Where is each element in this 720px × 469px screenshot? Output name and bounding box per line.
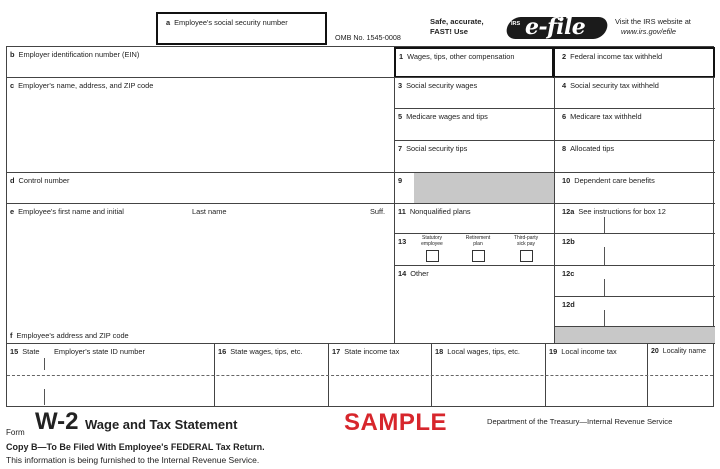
box-2-fed-tax[interactable] [553,47,715,78]
box-20-label: Locality name [662,348,706,355]
retirement-plan-checkbox[interactable] [472,250,485,262]
box-3-label: Social security wages [406,81,478,90]
box-11-label: Nonqualified plans [409,207,471,216]
box-18-label: Local wages, tips, etc. [447,347,520,356]
box-17-label: State income tax [344,347,400,356]
efile-logo-text: e-file [525,14,586,40]
department-line: Department of the Treasury—Internal Revenue Service [487,417,673,426]
box-5-label: Medicare wages and tips [406,112,488,121]
sample-watermark: SAMPLE [344,409,448,436]
box-17-num: 17 [332,347,341,356]
box-e-letter: e [10,207,15,216]
box-12d-num: 12d [562,300,575,309]
box-20-num: 20 [651,348,659,355]
visit-line-2: www.irs.gov/efile [621,27,677,36]
box-c-label: Employer's name, address, and ZIP code [18,81,154,90]
box-9-shaded [414,173,554,203]
box-19-num: 19 [549,347,558,356]
box-13-thirdparty-label: Third-party sick pay [513,235,539,247]
box-16-num: 16 [218,347,227,356]
box-7-num: 7 [398,144,403,153]
info-line: This information is being furnished to the Internal Revenue Service. [6,455,260,465]
box-12a-code-divider [604,217,605,233]
box-e-label: Employee's first name and initial [18,207,124,216]
box-9-num: 9 [398,176,403,185]
box-7-ss-tips[interactable] [394,140,554,172]
box-12d-code-divider [604,310,605,326]
ssn-box[interactable] [156,12,327,45]
box-15-divider-2 [44,389,45,405]
box-c-letter: c [10,81,15,90]
box-15-label: State [22,347,40,356]
box-9[interactable] [394,172,554,203]
box-3-num: 3 [398,81,403,90]
box-12b-num: 12b [562,237,575,246]
box-d-label: Control number [18,176,70,185]
box-13-statutory-label: Statutory employee [421,235,443,247]
box-11-nonqualified[interactable] [394,203,554,233]
form-code: W-2 [35,408,79,435]
box-12c-num: 12c [562,269,575,278]
box-2-num: 2 [562,52,567,61]
state-row-dashed-separator [7,375,713,376]
box-c-employer-address[interactable] [7,77,394,172]
ssn-label: Employee's social security number [174,18,288,27]
box-b-letter: b [10,50,15,59]
box-12d[interactable] [554,296,715,326]
box-f-label: Employee's address and ZIP code [16,331,129,340]
box-6-medicare-tax[interactable] [554,108,715,140]
box-13-retirement-label: Retirement plan [465,235,491,247]
box-3-ss-wages[interactable] [394,77,554,108]
box-14-other[interactable] [394,265,554,343]
form-title: Wage and Tax Statement [85,417,238,432]
box-11-num: 11 [398,207,406,216]
box-19-label: Local income tax [561,347,617,356]
box-2-label: Federal income tax withheld [570,52,663,61]
visit-line-1: Visit the IRS website at [615,17,691,26]
box-10-num: 10 [562,176,571,185]
box-8-label: Allocated tips [570,144,615,153]
box-1-label: Wages, tips, other compensation [407,52,515,61]
box-7-label: Social security tips [406,144,468,153]
box-14-label: Other [410,269,429,278]
box-5-medicare-wages[interactable] [394,108,554,140]
box-4-num: 4 [562,81,567,90]
box-10-dependent-care[interactable] [554,172,715,203]
box-e-employee-name[interactable] [7,203,394,343]
box-13-num: 13 [398,237,407,246]
box-6-num: 6 [562,112,567,121]
third-party-sick-pay-checkbox[interactable] [520,250,533,262]
box-1-num: 1 [399,52,404,61]
safe-line-2: FAST! Use [430,27,468,36]
w2-form-grid [6,46,714,407]
box-e-last-name: Last name [192,207,227,216]
box-12a[interactable] [554,203,715,233]
box-5-num: 5 [398,112,403,121]
box-12b[interactable] [554,233,715,265]
box-12a-num: 12a [562,207,575,216]
box-12a-label: See instructions for box 12 [578,207,666,216]
box-15-divider-1 [44,358,45,370]
efile-irs-mark: IRS [511,21,521,27]
box-d-control-number[interactable] [7,172,394,203]
box-15-label-2: Employer's state ID number [54,347,145,356]
box-4-label: Social security tax withheld [570,81,659,90]
statutory-employee-checkbox[interactable] [426,250,439,262]
box-10-label: Dependent care benefits [574,176,655,185]
safe-line-1: Safe, accurate, [430,17,484,26]
box-18-num: 18 [435,347,444,356]
box-8-num: 8 [562,144,567,153]
box-8-allocated-tips[interactable] [554,140,715,172]
box-1-wages[interactable] [394,47,554,78]
box-15-num: 15 [10,347,19,356]
box-e-suffix: Suff. [370,207,386,216]
box-f-letter: f [10,331,13,340]
box-6-label: Medicare tax withheld [570,112,642,121]
box-16-label: State wages, tips, etc. [230,347,303,356]
box-b-label: Employer identification number (EIN) [18,50,140,59]
box-13-checkboxes [394,233,554,265]
box-12c-code-divider [604,279,605,296]
form-word: Form [6,428,25,437]
copy-b-line: Copy B—To Be Filed With Employee's FEDERAL Tax Return. [6,442,265,452]
ssn-letter: a [166,18,171,27]
right-shaded-area [554,326,715,343]
box-12b-code-divider [604,247,605,265]
omb-number: OMB No. 1545-0008 [335,33,401,42]
box-b-ein[interactable] [7,47,394,77]
box-d-letter: d [10,176,15,185]
box-4-ss-tax[interactable] [554,77,715,108]
box-14-num: 14 [398,269,407,278]
box-12c[interactable] [554,265,715,296]
